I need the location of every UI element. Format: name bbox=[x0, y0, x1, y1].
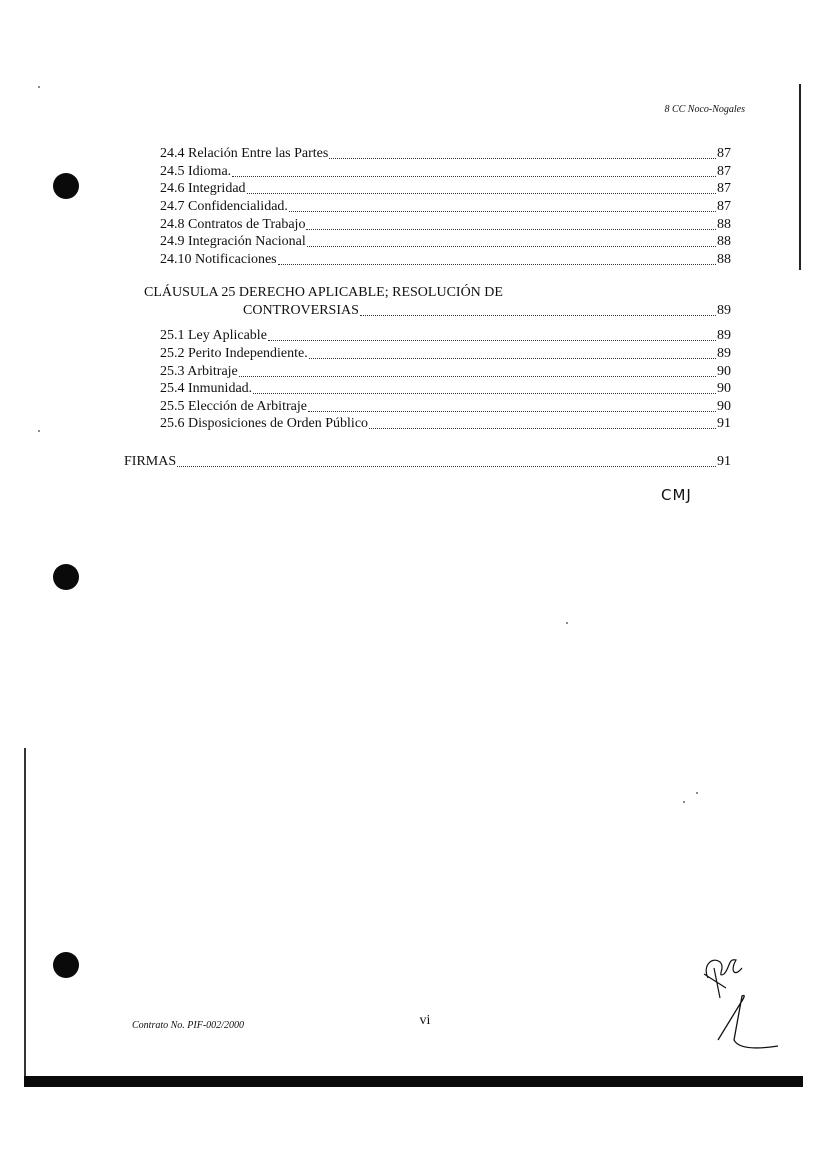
toc-leader bbox=[306, 229, 716, 230]
toc-page: 91 bbox=[717, 454, 731, 469]
toc-label: 24.5 Idioma. bbox=[160, 164, 232, 179]
toc-entry bbox=[160, 363, 731, 381]
toc-page: 88 bbox=[717, 252, 731, 267]
toc-page: 90 bbox=[717, 381, 731, 396]
toc-entry bbox=[160, 327, 731, 345]
toc-label: 24.6 Integridad bbox=[160, 181, 246, 196]
toc-leader bbox=[307, 246, 716, 247]
scan-speck bbox=[696, 792, 698, 794]
toc-entry bbox=[160, 415, 731, 433]
toc-entry bbox=[160, 380, 731, 398]
toc-leader bbox=[360, 315, 716, 316]
toc-leader bbox=[278, 264, 716, 265]
toc-page: 87 bbox=[717, 146, 731, 161]
toc-leader bbox=[232, 176, 716, 177]
toc-leader bbox=[268, 340, 716, 341]
toc-label: 24.4 Relación Entre las Partes bbox=[160, 146, 329, 161]
toc-label: 25.6 Disposiciones de Orden Público bbox=[160, 416, 369, 431]
scan-speck bbox=[38, 86, 40, 88]
footer-page-number: vi bbox=[419, 1013, 431, 1028]
toc-page: 89 bbox=[717, 346, 731, 361]
clause-25-heading: CLÁUSULA 25 DERECHO APLICABLE; RESOLUCIÓN DE bbox=[144, 285, 503, 300]
punch-hole-top bbox=[53, 173, 79, 199]
toc-page: 87 bbox=[717, 181, 731, 196]
toc-label: 25.5 Elección de Arbitraje bbox=[160, 399, 307, 414]
toc-label: 24.9 Integración Nacional bbox=[160, 234, 306, 249]
toc-entry-firmas bbox=[124, 453, 731, 471]
toc-label: 25.4 Inmunidad. bbox=[160, 381, 253, 396]
toc-leader bbox=[247, 193, 716, 194]
toc-page: 91 bbox=[717, 416, 731, 431]
scan-edge-left bbox=[24, 748, 26, 1084]
handwritten-signature bbox=[690, 948, 790, 1058]
scan-speck bbox=[566, 622, 568, 624]
punch-hole-middle bbox=[53, 564, 79, 590]
toc-label: 24.7 Confidencialidad. bbox=[160, 199, 288, 214]
toc-page: 88 bbox=[717, 217, 731, 232]
toc-page: 88 bbox=[717, 234, 731, 249]
toc-entry bbox=[160, 233, 731, 251]
toc-label: 25.3 Arbitraje bbox=[160, 364, 238, 379]
toc-entry bbox=[160, 251, 731, 269]
toc-leader bbox=[239, 376, 716, 377]
toc-entry bbox=[160, 216, 731, 234]
footer-contract-number: Contrato No. PIF-002/2000 bbox=[132, 1020, 244, 1031]
toc-leader bbox=[177, 466, 716, 467]
scan-bottom-bar bbox=[24, 1076, 803, 1087]
toc-page: 89 bbox=[717, 303, 731, 318]
toc-entry bbox=[160, 163, 731, 181]
toc-leader bbox=[369, 428, 716, 429]
scan-edge-right bbox=[799, 84, 801, 270]
toc-leader bbox=[308, 411, 716, 412]
toc-label: 25.2 Perito Independiente. bbox=[160, 346, 308, 361]
toc-entry bbox=[160, 180, 731, 198]
toc-page: 89 bbox=[717, 328, 731, 343]
toc-entry bbox=[160, 198, 731, 216]
toc-label: FIRMAS bbox=[124, 454, 177, 469]
scan-speck bbox=[38, 430, 40, 432]
toc-leader bbox=[289, 211, 716, 212]
toc-leader bbox=[253, 393, 716, 394]
toc-label: 24.8 Contratos de Trabajo bbox=[160, 217, 306, 232]
toc-leader bbox=[309, 358, 716, 359]
header-contract-parties: 8 CC Noco-Nogales bbox=[664, 104, 745, 115]
toc-entry bbox=[160, 398, 731, 416]
handwritten-initials: CMJ bbox=[661, 486, 692, 504]
punch-hole-bottom bbox=[53, 952, 79, 978]
toc-page: 87 bbox=[717, 164, 731, 179]
clause-25-heading-continued bbox=[243, 302, 731, 320]
toc-label: 25.1 Ley Aplicable bbox=[160, 328, 267, 343]
toc-entry bbox=[160, 145, 731, 163]
toc-label: CONTROVERSIAS bbox=[243, 303, 359, 318]
toc-page: 90 bbox=[717, 364, 731, 379]
toc-page: 87 bbox=[717, 199, 731, 214]
toc-page: 90 bbox=[717, 399, 731, 414]
toc-entry bbox=[160, 345, 731, 363]
scan-speck bbox=[683, 801, 685, 803]
toc-leader bbox=[329, 158, 716, 159]
toc-label: 24.10 Notificaciones bbox=[160, 252, 277, 267]
